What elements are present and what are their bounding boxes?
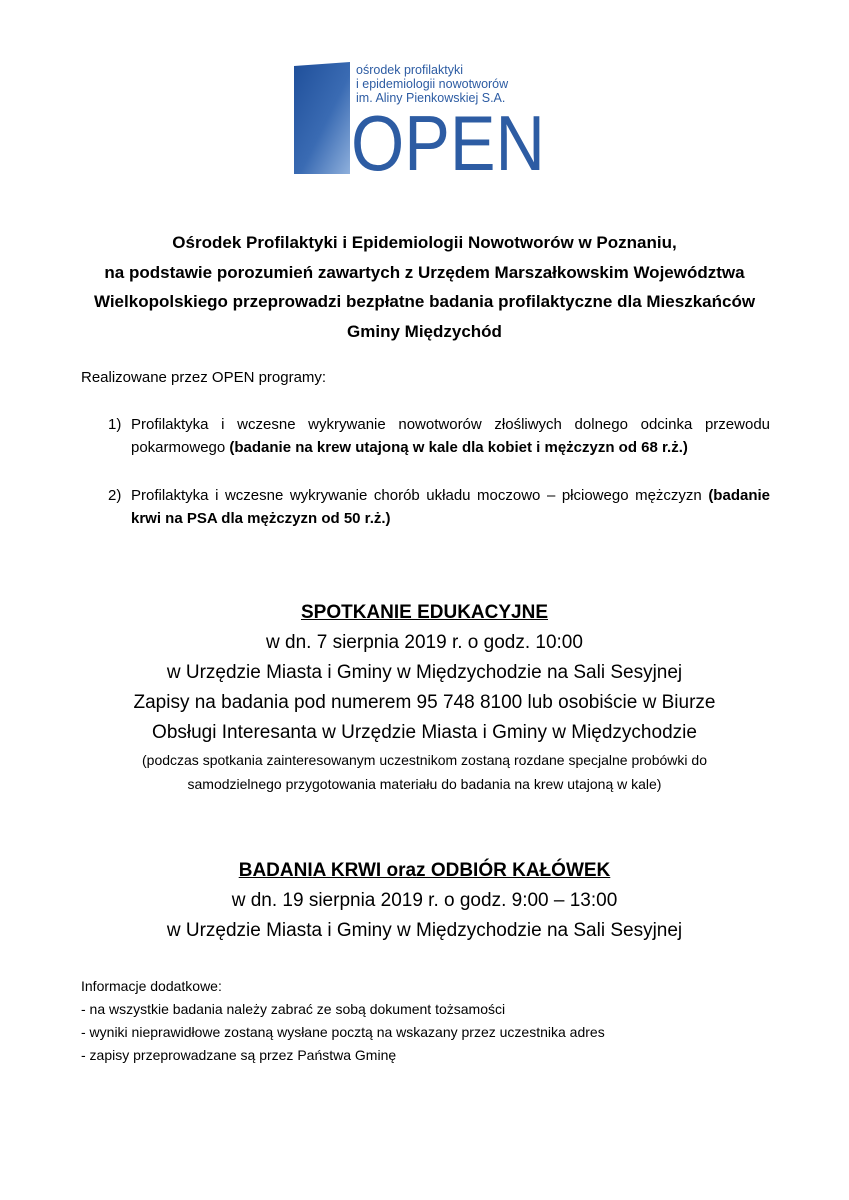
event-note: samodzielnego przygotowania materiału do badania na krew utajoną w kale): [187, 776, 662, 792]
additional-info-item: - wyniki nieprawidłowe zostaną wysłane pocztą na wskazany przez uczestnika adres: [81, 1024, 605, 1040]
page-heading: [60, 228, 789, 346]
heading-line: Wielkopolskiego przeprowadzi bezpłatne badania profilaktyczne dla Mieszkańców: [93, 292, 756, 311]
program-number: 2): [108, 487, 122, 504]
event-blood-tests: [40, 856, 809, 946]
additional-info-item: - na wszystkie badania należy zabrać ze sobą dokument tożsamości: [81, 1001, 506, 1017]
event-place: w Urzędzie Miasta i Gminy w Międzychodzie na Sali Sesyjnej: [166, 662, 683, 683]
additional-info-title: Informacje dodatkowe:: [81, 978, 222, 994]
program-bold-text: (badanie krwi na PSA dla mężczyzn od 50 r.ż.): [131, 487, 770, 527]
event-title: BADANIA KRWI oraz ODBIÓR KAŁÓWEK: [238, 860, 611, 881]
event-signup: Obsługi Interesanta w Urzędzie Miasta i Gminy w Międzychodzie: [152, 722, 697, 743]
program-text: Profilaktyka i wczesne wykrywanie nowotworów złośliwych dolnego odcinka przewodu pokarmowego: [131, 416, 770, 456]
additional-info: [81, 975, 605, 1067]
heading-line: na podstawie porozumień zawartych z Urzędem Marszałkowskim Województwa: [104, 262, 745, 282]
open-logo: [294, 62, 546, 174]
program-item: [108, 413, 770, 459]
logo-line-3: im. Aliny Pienkowskiej S.A.: [356, 91, 506, 105]
event-title: SPOTKANIE EDUKACYJNE: [300, 602, 549, 623]
event-date: w dn. 7 sierpnia 2019 r. o godz. 10:00: [266, 632, 583, 653]
event-signup: Zapisy na badania pod numerem 95 748 8100 lub osobiście w Biurze: [133, 692, 716, 713]
event-education: [40, 598, 809, 796]
event-note: (podczas spotkania zainteresowanym uczestnikom zostaną rozdane specjalne probówki do: [142, 752, 707, 768]
programs-intro: Realizowane przez OPEN programy:: [81, 369, 327, 386]
event-date: w dn. 19 sierpnia 2019 r. o godz. 9:00 – 13:00: [231, 890, 618, 911]
program-bold-text: (badanie na krew utajoną w kale dla kobiet i mężczyzn od 68 r.ż.): [229, 439, 688, 456]
heading-line: Ośrodek Profilaktyki i Epidemiologii Nowotworów w Poznaniu,: [172, 233, 677, 252]
program-item: [108, 484, 770, 530]
program-text: Profilaktyka i wczesne wykrywanie chorób układu moczowo – płciowego mężczyzn: [131, 487, 702, 504]
event-place: w Urzędzie Miasta i Gminy w Międzychodzie na Sali Sesyjnej: [166, 920, 683, 941]
additional-info-item: - zapisy przeprowadzane są przez Państwa Gminę: [81, 1047, 397, 1063]
logo-line-1: ośrodek profilaktyki: [356, 63, 463, 77]
logo-line-2: i epidemiologii nowotworów: [356, 77, 509, 91]
logo-mark-icon: [294, 62, 350, 174]
logo-wordmark: OPEN: [351, 99, 545, 174]
program-number: 1): [108, 416, 122, 433]
heading-line: Gminy Międzychód: [347, 321, 502, 341]
